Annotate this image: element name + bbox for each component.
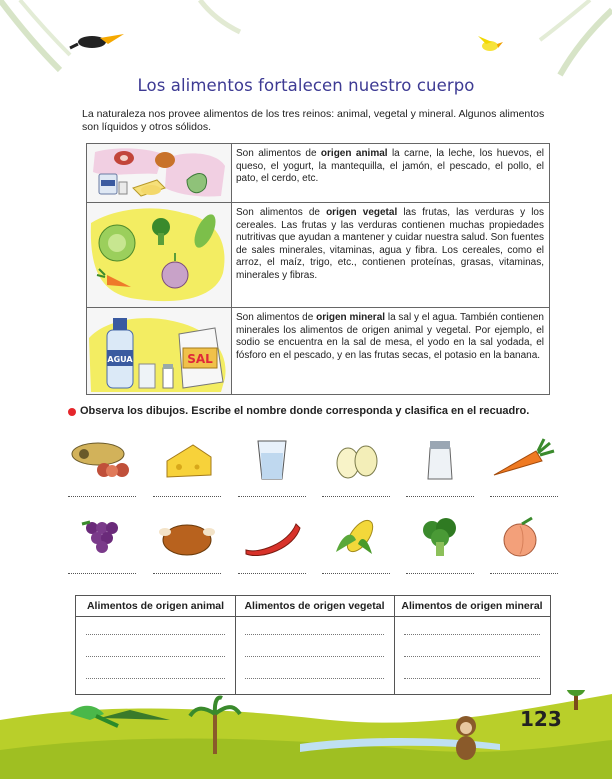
eggs-icon: [322, 437, 390, 483]
food-origin-table: [86, 143, 550, 395]
answer-line[interactable]: [404, 678, 540, 679]
row-mineral: [87, 308, 549, 394]
drawing-item: [406, 514, 474, 574]
answer-line[interactable]: [245, 634, 384, 635]
drawing-item: [68, 514, 136, 574]
row-animal: [87, 144, 549, 203]
answer-line[interactable]: [86, 634, 225, 635]
peach-icon: [490, 514, 558, 560]
answer-line[interactable]: [68, 496, 136, 497]
header-mineral: Alimentos de origen mineral: [394, 596, 550, 617]
cheese-icon: [153, 437, 221, 483]
bullet-icon: [68, 408, 76, 416]
answer-line[interactable]: [238, 496, 306, 497]
answer-line[interactable]: [406, 496, 474, 497]
broccoli-icon: [406, 514, 474, 560]
drawing-item: [490, 437, 558, 497]
drawing-item: [322, 514, 390, 574]
carrot-icon: [490, 437, 558, 483]
answer-line[interactable]: [245, 678, 384, 679]
drawing-item: [406, 437, 474, 497]
drawing-item: [322, 437, 390, 497]
answer-line[interactable]: [404, 656, 540, 657]
answer-line[interactable]: [490, 496, 558, 497]
drawing-item: [153, 437, 221, 497]
answer-line[interactable]: [153, 496, 221, 497]
answer-line[interactable]: [404, 634, 540, 635]
instruction-text: Observa los dibujos. Escribe el nombre donde corresponda y clasifica en el recuadro.: [80, 405, 530, 417]
answer-line[interactable]: [322, 573, 390, 574]
vegetal-text: Son alimentos de origen vegetal las frutas, las verduras y los cereales. Las frutas y las verduras contienen muchas propiedades nutritivas que ayudan a mantener y cuidar nuestra salud. Son fuentes de sales minerales, vitaminas, agua y fibra. Los cereales, como el arroz, el maíz, trigo, etc., contienen proteínas, grasas, vitaminas, minerales y fibras.: [236, 207, 544, 281]
answer-line[interactable]: [490, 573, 558, 574]
sausage-icon: [238, 514, 306, 560]
answer-line[interactable]: [406, 573, 474, 574]
drawing-item: [238, 437, 306, 497]
toucan-icon: [70, 34, 124, 48]
mineral-foods-image: [87, 308, 232, 394]
answer-line[interactable]: [322, 496, 390, 497]
water-glass-icon: [238, 437, 306, 483]
mineral-text: Son alimentos de origen mineral la sal y el agua. También contienen minerales los alimentos de origen animal y vegetal. Por ejemplo, el sodio se encuentra en la sal de mesa, el yodo en la sal yodada, el fósforo en el pescado, y en las frutas secas, el potasio en la banana.: [236, 312, 544, 361]
page-title: Los alimentos fortalecen nuestro cuerpo: [137, 76, 475, 95]
answer-line[interactable]: [86, 656, 225, 657]
agua-label: AGUA: [107, 355, 133, 364]
answer-line[interactable]: [238, 573, 306, 574]
roast-chicken-icon: [153, 514, 221, 560]
header-vegetal: Alimentos de origen vegetal: [235, 596, 395, 617]
salt-shaker-icon: [406, 437, 474, 483]
classification-table: [75, 595, 551, 695]
header-animal: Alimentos de origen animal: [76, 596, 236, 617]
drawing-item: [153, 514, 221, 574]
animal-column: [76, 616, 236, 694]
animal-text: Son alimentos de origen animal la carne, la leche, los huevos, el queso, el yogurt, la mantequilla, el jamón, el pescado, el pollo, el pato, el cerdo, etc.: [236, 148, 544, 185]
top-decoration: [0, 0, 612, 80]
grapes-icon: [68, 514, 136, 560]
answer-line[interactable]: [86, 678, 225, 679]
drawing-item: [490, 514, 558, 574]
sal-label: SAL: [187, 352, 213, 366]
landscape-decoration: [0, 690, 612, 779]
row-vegetal: [87, 203, 549, 308]
peanut-eggs-icon: [68, 437, 136, 483]
answer-line[interactable]: [153, 573, 221, 574]
mineral-column: [394, 616, 550, 694]
corn-icon: [322, 514, 390, 560]
vegetal-foods-image: [87, 203, 232, 307]
vegetal-column: [235, 616, 395, 694]
animal-foods-image: [87, 144, 232, 202]
intro-paragraph: La naturaleza nos provee alimentos de los tres reinos: animal, vegetal y mineral. Algunos alimentos son líquidos y otros sólidos.: [82, 108, 545, 133]
drawing-item: [68, 437, 136, 497]
drawing-item: [238, 514, 306, 574]
bird-icon: [478, 36, 503, 51]
answer-line[interactable]: [245, 656, 384, 657]
page-number: 123: [520, 707, 562, 731]
answer-line[interactable]: [68, 573, 136, 574]
